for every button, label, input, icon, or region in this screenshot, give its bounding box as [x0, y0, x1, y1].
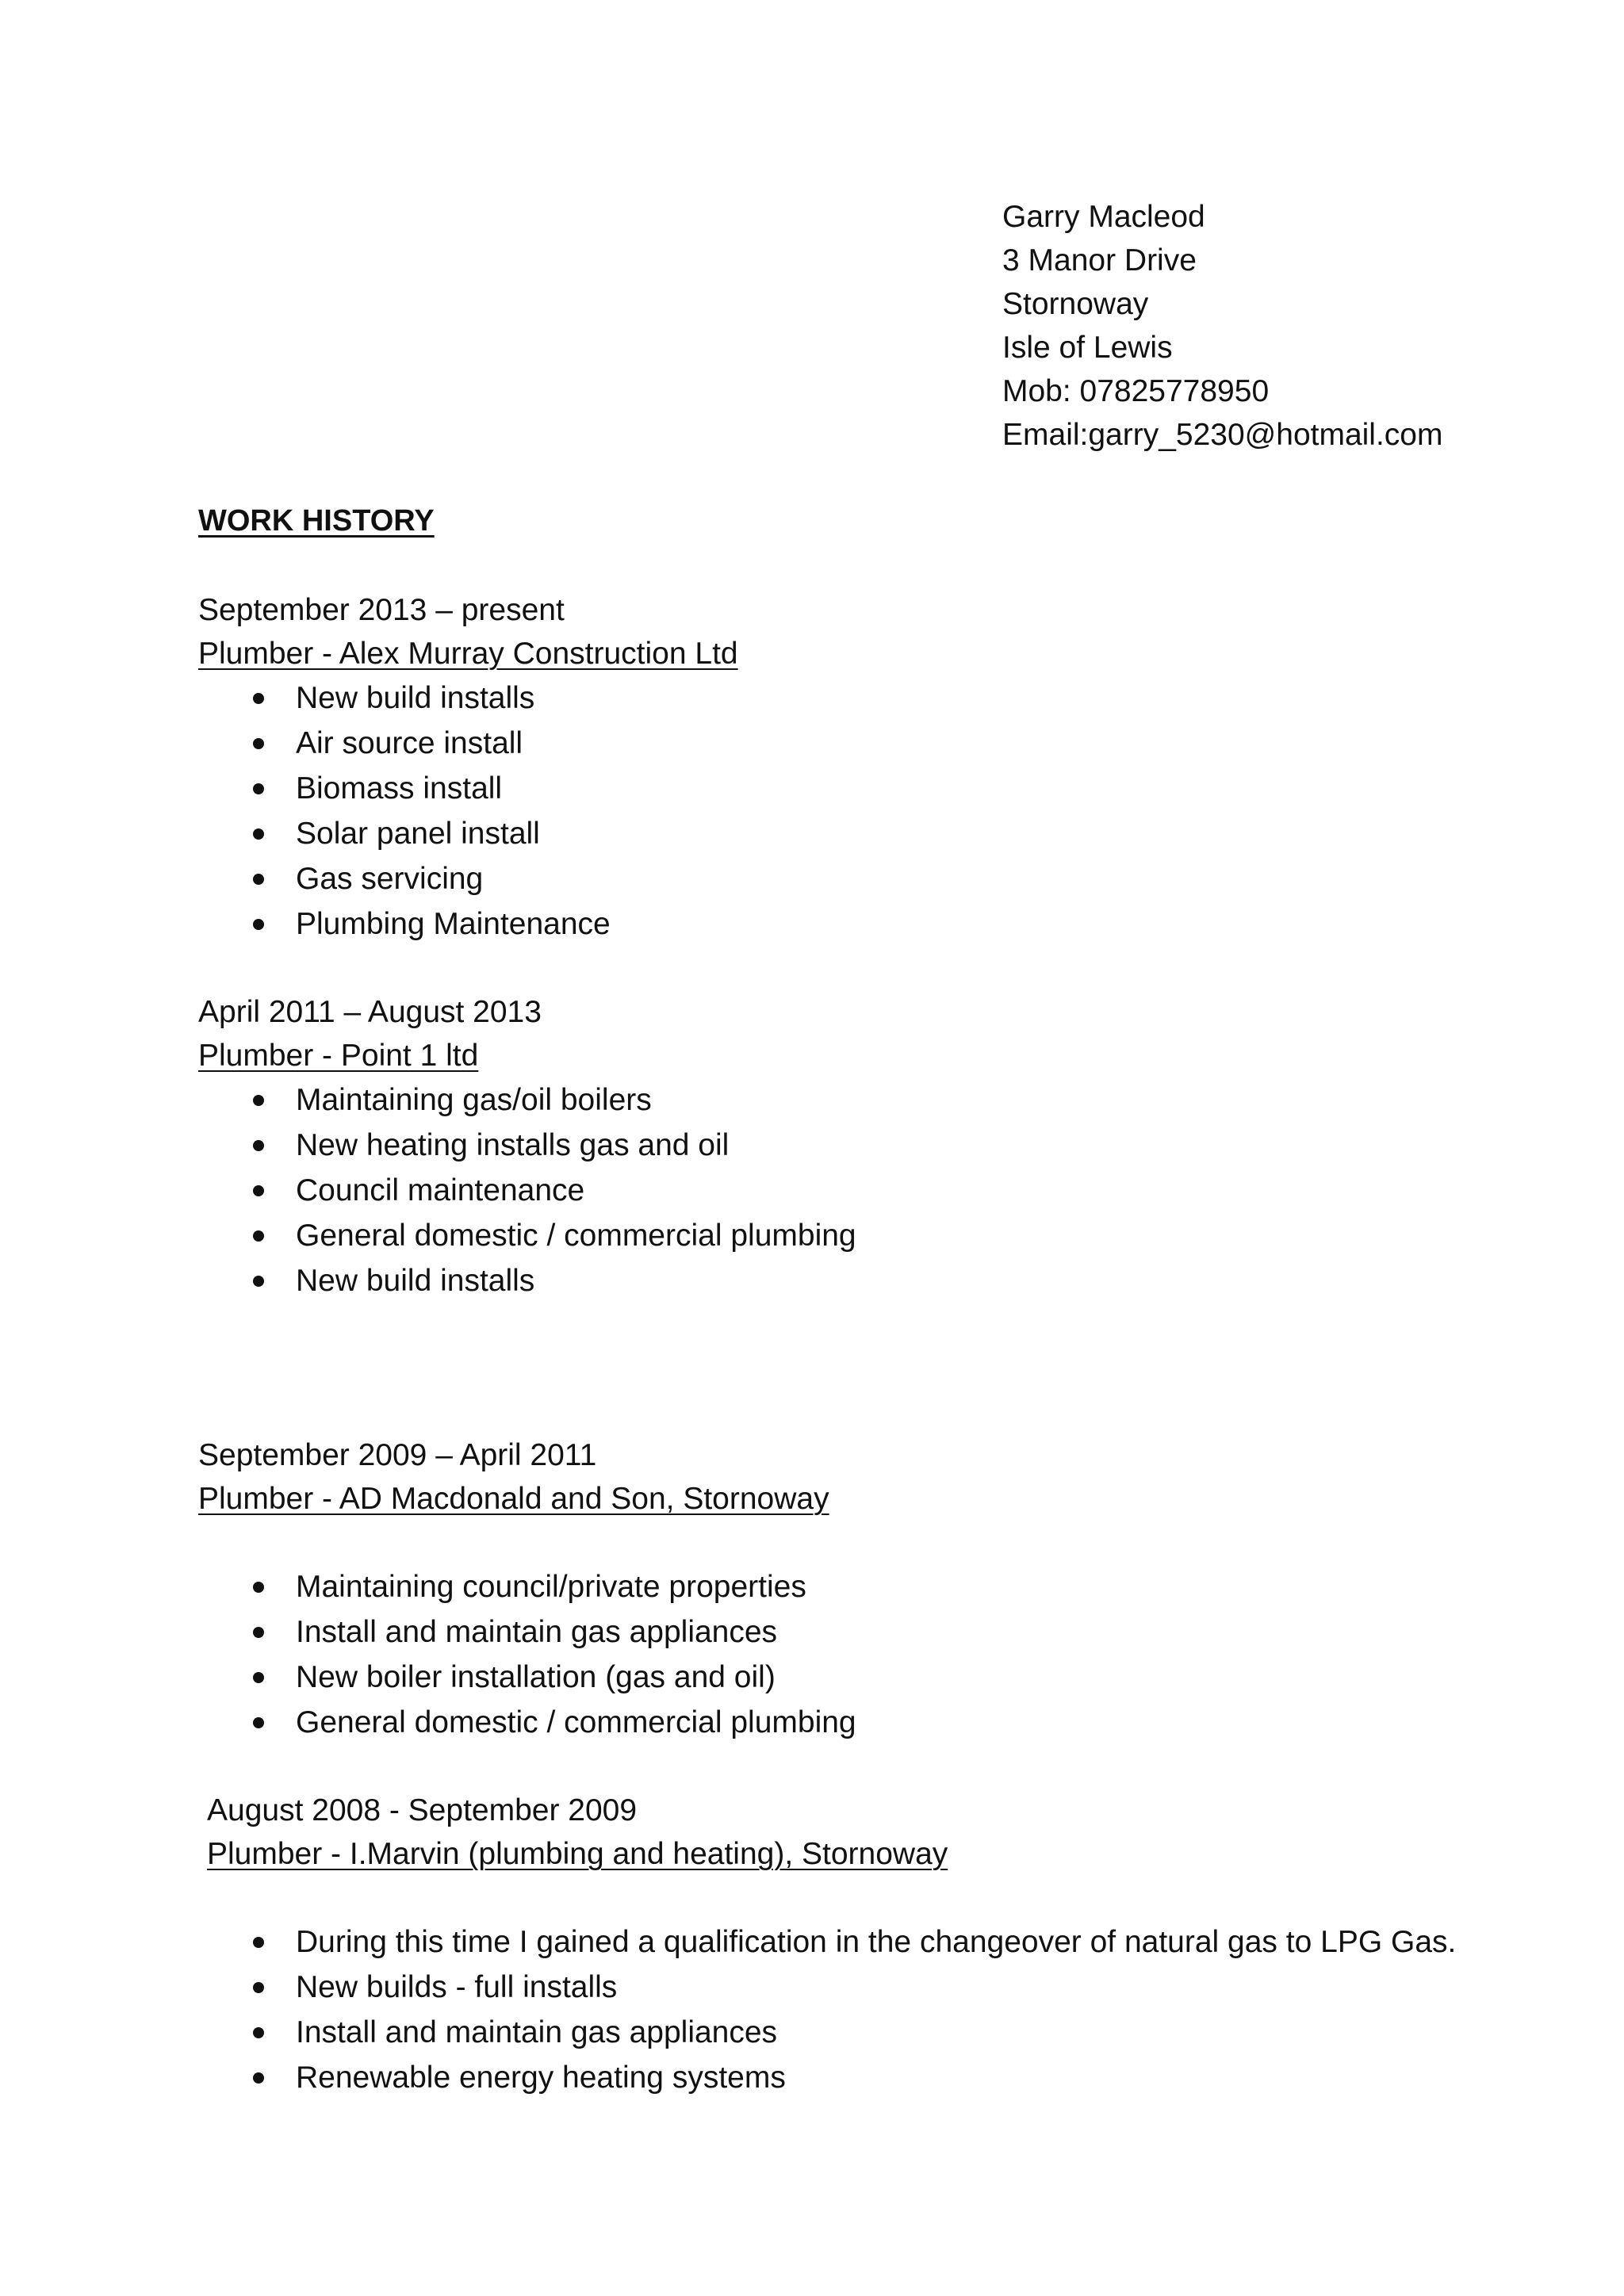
duty-list	[198, 1919, 1456, 2100]
bullet-icon	[253, 874, 264, 885]
bullet-icon	[253, 1937, 264, 1948]
contact-address-line1: 3 Manor Drive	[1002, 243, 1197, 277]
contact-address-line3: Isle of Lewis	[1002, 331, 1173, 365]
duty-item: Install and maintain gas appliances	[197, 2010, 1456, 2055]
bullet-icon	[253, 1717, 264, 1728]
work-history-heading: WORK HISTORY	[198, 504, 435, 538]
duty-item: Maintaining council/private properties	[197, 1564, 856, 1609]
duty-item: New builds - full installs	[197, 1965, 1456, 2010]
spacer	[207, 1876, 1456, 1919]
duty-item: Plumbing Maintenance	[197, 901, 738, 947]
contact-block	[1002, 195, 1442, 457]
bullet-icon	[253, 1982, 264, 1993]
contact-mobile: Mob: 07825778950	[1002, 374, 1270, 408]
duty-item: Maintaining gas/oil boilers	[197, 1077, 856, 1123]
bullet-icon	[253, 1627, 264, 1638]
bullet-icon	[253, 738, 264, 749]
job-dates: August 2008 - September 2009	[207, 1793, 638, 1827]
bullet-icon	[253, 1582, 264, 1593]
duty-item: During this time I gained a qualification in the changeover of natural gas to LPG Gas.	[197, 1919, 1456, 1965]
duty-item: New build installs	[197, 1258, 856, 1303]
job-entry	[207, 1789, 1456, 2100]
duty-item: Gas servicing	[197, 856, 738, 901]
bullet-icon	[253, 1672, 264, 1683]
duty-item: Council maintenance	[197, 1168, 856, 1213]
job-dates: September 2013 – present	[198, 593, 565, 627]
bullet-icon	[253, 2027, 264, 2038]
job-entry	[198, 990, 856, 1303]
bullet-icon	[253, 1276, 264, 1287]
job-entry	[198, 588, 738, 947]
bullet-icon	[253, 2072, 264, 2084]
duty-item: General domestic / commercial plumbing	[197, 1213, 856, 1258]
job-title: Plumber - I.Marvin (plumbing and heating), Stornoway	[207, 1837, 948, 1871]
bullet-icon	[253, 919, 264, 930]
spacer	[198, 1521, 856, 1564]
job-title: Plumber - Point 1 ltd	[198, 1039, 479, 1073]
duty-item: New heating installs gas and oil	[197, 1123, 856, 1168]
duty-item: Biomass install	[197, 766, 738, 811]
bullet-icon	[253, 1140, 264, 1151]
job-entry	[198, 1433, 856, 1745]
bullet-icon	[253, 693, 264, 704]
duty-item: Install and maintain gas appliances	[197, 1609, 856, 1655]
bullet-icon	[253, 783, 264, 794]
duty-item: New build installs	[197, 675, 738, 721]
bullet-icon	[253, 1095, 264, 1106]
contact-email: Email:garry_5230@hotmail.com	[1002, 418, 1443, 452]
duty-item: New boiler installation (gas and oil)	[197, 1655, 856, 1700]
contact-name: Garry Macleod	[1002, 200, 1205, 234]
bullet-icon	[253, 1230, 264, 1242]
contact-address-line2: Stornoway	[1002, 287, 1149, 321]
job-dates: April 2011 – August 2013	[198, 995, 542, 1029]
duty-item: General domestic / commercial plumbing	[197, 1700, 856, 1745]
duty-item: Renewable energy heating systems	[197, 2055, 1456, 2100]
bullet-icon	[253, 828, 264, 840]
duty-item: Solar panel install	[197, 811, 738, 856]
duty-list	[198, 675, 738, 947]
duty-item: Air source install	[197, 721, 738, 766]
bullet-icon	[253, 1185, 264, 1196]
duty-list	[198, 1564, 856, 1745]
job-dates: September 2009 – April 2011	[198, 1438, 597, 1472]
job-title: Plumber - Alex Murray Construction Ltd	[198, 637, 738, 671]
duty-list	[198, 1077, 856, 1303]
job-title: Plumber - AD Macdonald and Son, Stornoway	[198, 1482, 829, 1516]
